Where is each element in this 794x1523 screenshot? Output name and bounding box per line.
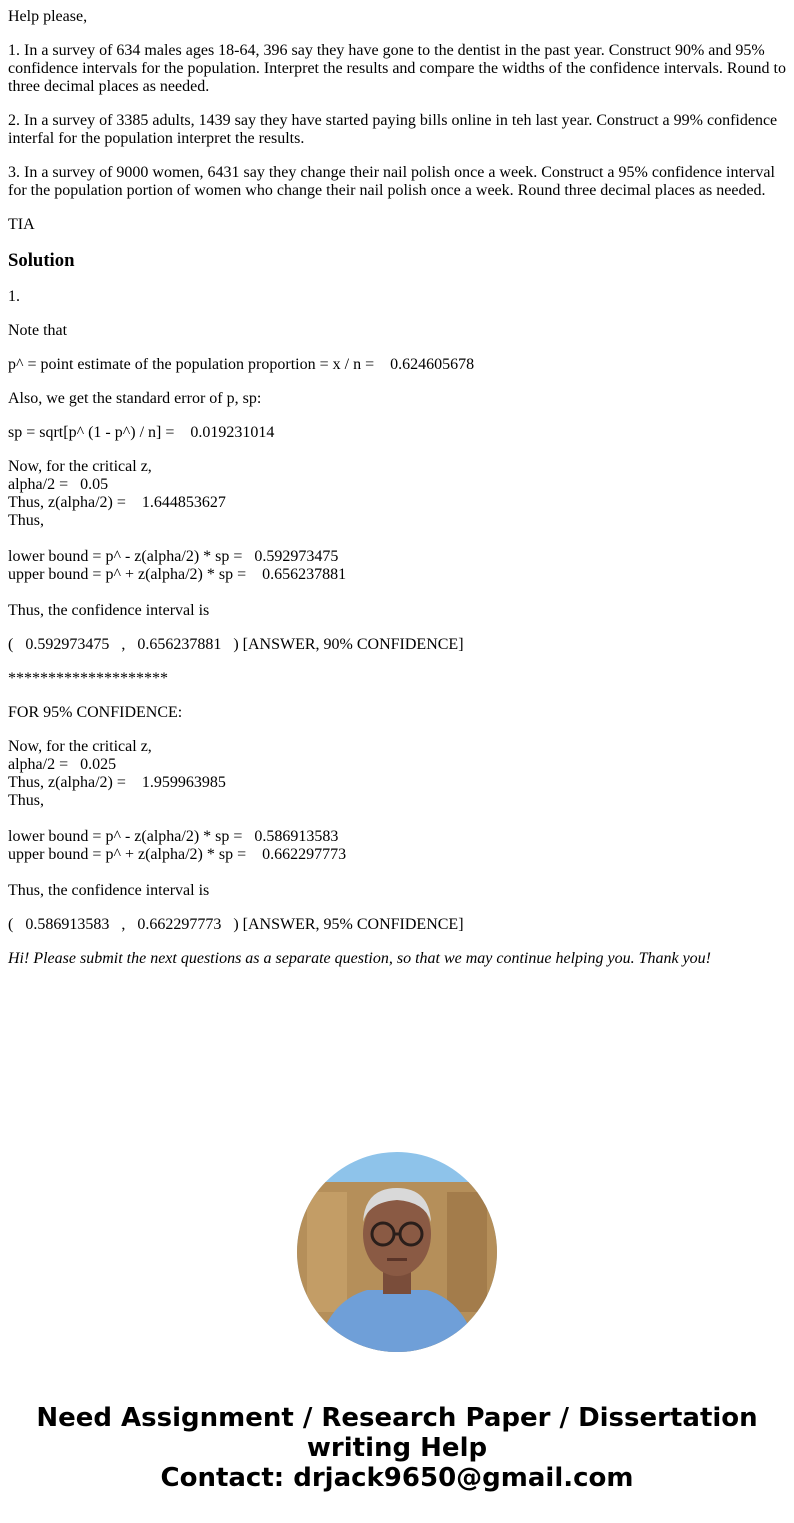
promo-contact: Contact: drjack9650@gmail.com bbox=[160, 1463, 634, 1493]
solution-number: 1. bbox=[8, 288, 20, 305]
ci95-heading: FOR 95% CONFIDENCE: bbox=[8, 704, 183, 721]
standard-error-intro: Also, we get the standard error of p, sp: bbox=[8, 390, 262, 407]
ci90-answer: ( 0.592973475 , 0.656237881 ) [ANSWER, 90% CONFIDENCE] bbox=[8, 636, 464, 653]
promo-line-1: Need Assignment / Research Paper / Dissertation bbox=[36, 1403, 758, 1433]
ci90-bounds-block bbox=[8, 548, 786, 584]
promo-banner bbox=[0, 1403, 794, 1493]
author-avatar bbox=[297, 1152, 497, 1352]
ci90-critical-intro: Now, for the critical z, bbox=[8, 458, 152, 475]
avatar-mouth bbox=[387, 1258, 407, 1261]
promo-line-2: writing Help bbox=[306, 1433, 488, 1463]
closing-note bbox=[8, 950, 786, 968]
closing-note-text: Hi! Please submit the next questions as a separate question, so that we may continue helping you. Thank you! bbox=[8, 950, 711, 967]
ci90-upper-bound: upper bound = p^ + z(alpha/2) * sp = 0.656237881 bbox=[8, 566, 347, 583]
point-estimate: p^ = point estimate of the population proportion = x / n = 0.624605678 bbox=[8, 356, 475, 373]
standard-error: sp = sqrt[p^ (1 - p^) / n] = 0.019231014 bbox=[8, 424, 275, 441]
ci90-critical-block bbox=[8, 458, 786, 530]
ci90-interval-intro: Thus, the confidence interval is bbox=[8, 602, 210, 619]
ci95-z: Thus, z(alpha/2) = 1.959963985 bbox=[8, 774, 226, 791]
question-item-3: 3. In a survey of 9000 women, 6431 say they change their nail polish once a week. Construct a 95% confidence interval for the population portion of women who change their nail polish once a week. Round three decimal places as needed. bbox=[8, 164, 779, 199]
question-item-2: 2. In a survey of 3385 adults, 1439 say they have started paying bills online in teh last year. Construct a 99% confidence interfal for the population interpret the results. bbox=[8, 112, 782, 147]
ci95-alpha: alpha/2 = 0.025 bbox=[8, 756, 117, 773]
separator: ******************** bbox=[8, 670, 168, 687]
ci95-thus: Thus, bbox=[8, 792, 44, 809]
solution-note: Note that bbox=[8, 322, 68, 339]
ci95-interval-intro: Thus, the confidence interval is bbox=[8, 882, 210, 899]
ci95-critical-block bbox=[8, 738, 786, 810]
avatar-wall-panel-right bbox=[447, 1192, 487, 1312]
ci95-answer: ( 0.586913583 , 0.662297773 ) [ANSWER, 95% CONFIDENCE] bbox=[8, 916, 464, 933]
ci95-lower-bound: lower bound = p^ - z(alpha/2) * sp = 0.586913583 bbox=[8, 828, 339, 845]
ci95-bounds-block bbox=[8, 828, 786, 864]
ci90-alpha: alpha/2 = 0.05 bbox=[8, 476, 109, 493]
ci90-lower-bound: lower bound = p^ - z(alpha/2) * sp = 0.592973475 bbox=[8, 548, 339, 565]
question-greeting: Help please, bbox=[8, 8, 88, 25]
question-signoff: TIA bbox=[8, 216, 35, 233]
ci95-critical-intro: Now, for the critical z, bbox=[8, 738, 152, 755]
ci95-upper-bound: upper bound = p^ + z(alpha/2) * sp = 0.662297773 bbox=[8, 846, 347, 863]
question-item-1: 1. In a survey of 634 males ages 18-64, 396 say they have gone to the dentist in the past year. Construct 90% and 95% confidence intervals for the population. Interpret the results and compare the widths of the confidence intervals. Round to three decimal places as needed. bbox=[8, 42, 790, 95]
solution-heading: Solution bbox=[8, 250, 75, 271]
ci90-thus: Thus, bbox=[8, 512, 44, 529]
avatar-wall-panel-left bbox=[307, 1192, 347, 1312]
ci90-z: Thus, z(alpha/2) = 1.644853627 bbox=[8, 494, 226, 511]
author-portrait-image bbox=[297, 1152, 497, 1352]
